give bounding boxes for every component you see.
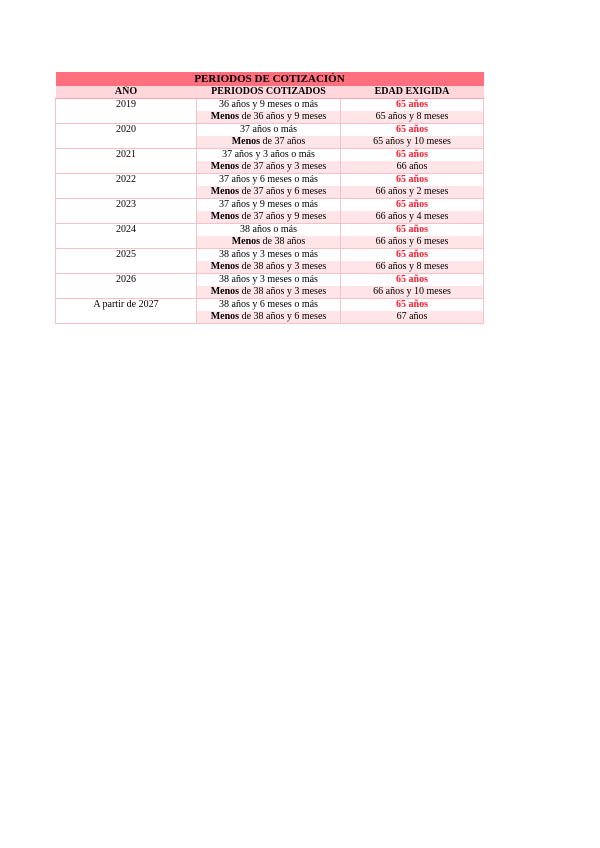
period-less-text: de 37 años y 3 meses — [239, 161, 327, 172]
year-cell: 2026 — [56, 274, 197, 299]
year-cell: 2020 — [56, 124, 197, 149]
period-less-text: de 38 años y 6 meses — [239, 311, 327, 322]
period-less-cell — [197, 311, 341, 324]
period-less-text: de 36 años y 9 meses — [239, 111, 327, 122]
age-less-cell: 66 años y 8 meses — [341, 261, 484, 274]
age-cell-highlight: 65 años — [341, 124, 484, 137]
period-less-text: de 37 años — [260, 136, 306, 147]
cotizacion-table — [55, 72, 484, 324]
age-less-cell: 66 años — [341, 161, 484, 174]
table-row — [56, 274, 484, 287]
table-body — [56, 99, 484, 324]
period-cell: 37 años y 3 años o más — [197, 149, 341, 162]
table-row — [56, 224, 484, 237]
age-cell-highlight: 65 años — [341, 99, 484, 112]
age-less-cell: 67 años — [341, 311, 484, 324]
table-row — [56, 99, 484, 112]
age-less-cell: 66 años y 4 meses — [341, 211, 484, 224]
period-less-cell — [197, 186, 341, 199]
year-cell: A partir de 2027 — [56, 299, 197, 324]
age-cell-highlight: 65 años — [341, 224, 484, 237]
age-less-cell: 65 años y 10 meses — [341, 136, 484, 149]
menos-label: Menos — [210, 261, 240, 272]
period-less-cell — [197, 261, 341, 274]
header-periods: PERIODOS COTIZADOS — [197, 86, 341, 99]
period-cell: 37 años o más — [197, 124, 341, 137]
age-less-cell: 66 años y 6 meses — [341, 236, 484, 249]
period-less-text: de 37 años y 9 meses — [239, 211, 327, 222]
period-cell: 38 años y 6 meses o más — [197, 299, 341, 312]
table-title: PERIODOS DE COTIZACIÓN — [56, 72, 484, 86]
age-cell-highlight: 65 años — [341, 249, 484, 262]
year-cell: 2025 — [56, 249, 197, 274]
period-less-cell — [197, 286, 341, 299]
header-year: AÑO — [56, 86, 197, 99]
year-cell: 2022 — [56, 174, 197, 199]
menos-label: Menos — [210, 186, 240, 197]
menos-label: Menos — [210, 311, 240, 322]
year-cell: 2023 — [56, 199, 197, 224]
table-row — [56, 299, 484, 312]
period-cell: 38 años o más — [197, 224, 341, 237]
age-cell-highlight: 65 años — [341, 174, 484, 187]
age-less-cell: 66 años y 2 meses — [341, 186, 484, 199]
header-age: EDAD EXIGIDA — [341, 86, 484, 99]
table-row — [56, 149, 484, 162]
age-less-cell: 65 años y 8 meses — [341, 111, 484, 124]
period-less-cell — [197, 211, 341, 224]
menos-label: Menos — [210, 211, 240, 222]
menos-label: Menos — [210, 161, 240, 172]
table-row — [56, 174, 484, 187]
menos-label: Menos — [231, 236, 261, 247]
period-cell: 37 años y 9 meses o más — [197, 199, 341, 212]
period-cell: 38 años y 3 meses o más — [197, 249, 341, 262]
period-less-cell — [197, 161, 341, 174]
menos-label: Menos — [210, 111, 240, 122]
age-cell-highlight: 65 años — [341, 299, 484, 312]
period-cell: 37 años y 6 meses o más — [197, 174, 341, 187]
table-title-row — [56, 72, 484, 86]
period-less-cell — [197, 236, 341, 249]
table-row — [56, 199, 484, 212]
period-less-text: de 38 años y 3 meses — [239, 286, 327, 297]
period-cell: 38 años y 3 meses o más — [197, 274, 341, 287]
year-cell: 2019 — [56, 99, 197, 124]
period-less-cell — [197, 111, 341, 124]
menos-label: Menos — [210, 286, 240, 297]
year-cell: 2021 — [56, 149, 197, 174]
period-less-text: de 38 años — [260, 236, 306, 247]
table-row — [56, 249, 484, 262]
period-less-text: de 38 años y 3 meses — [239, 261, 327, 272]
period-less-text: de 37 años y 6 meses — [239, 186, 327, 197]
menos-label: Menos — [231, 136, 261, 147]
period-cell: 36 años y 9 meses o más — [197, 99, 341, 112]
year-cell: 2024 — [56, 224, 197, 249]
age-cell-highlight: 65 años — [341, 149, 484, 162]
age-cell-highlight: 65 años — [341, 274, 484, 287]
age-less-cell: 66 años y 10 meses — [341, 286, 484, 299]
table-header-row — [56, 86, 484, 99]
table-row — [56, 124, 484, 137]
age-cell-highlight: 65 años — [341, 199, 484, 212]
period-less-cell — [197, 136, 341, 149]
